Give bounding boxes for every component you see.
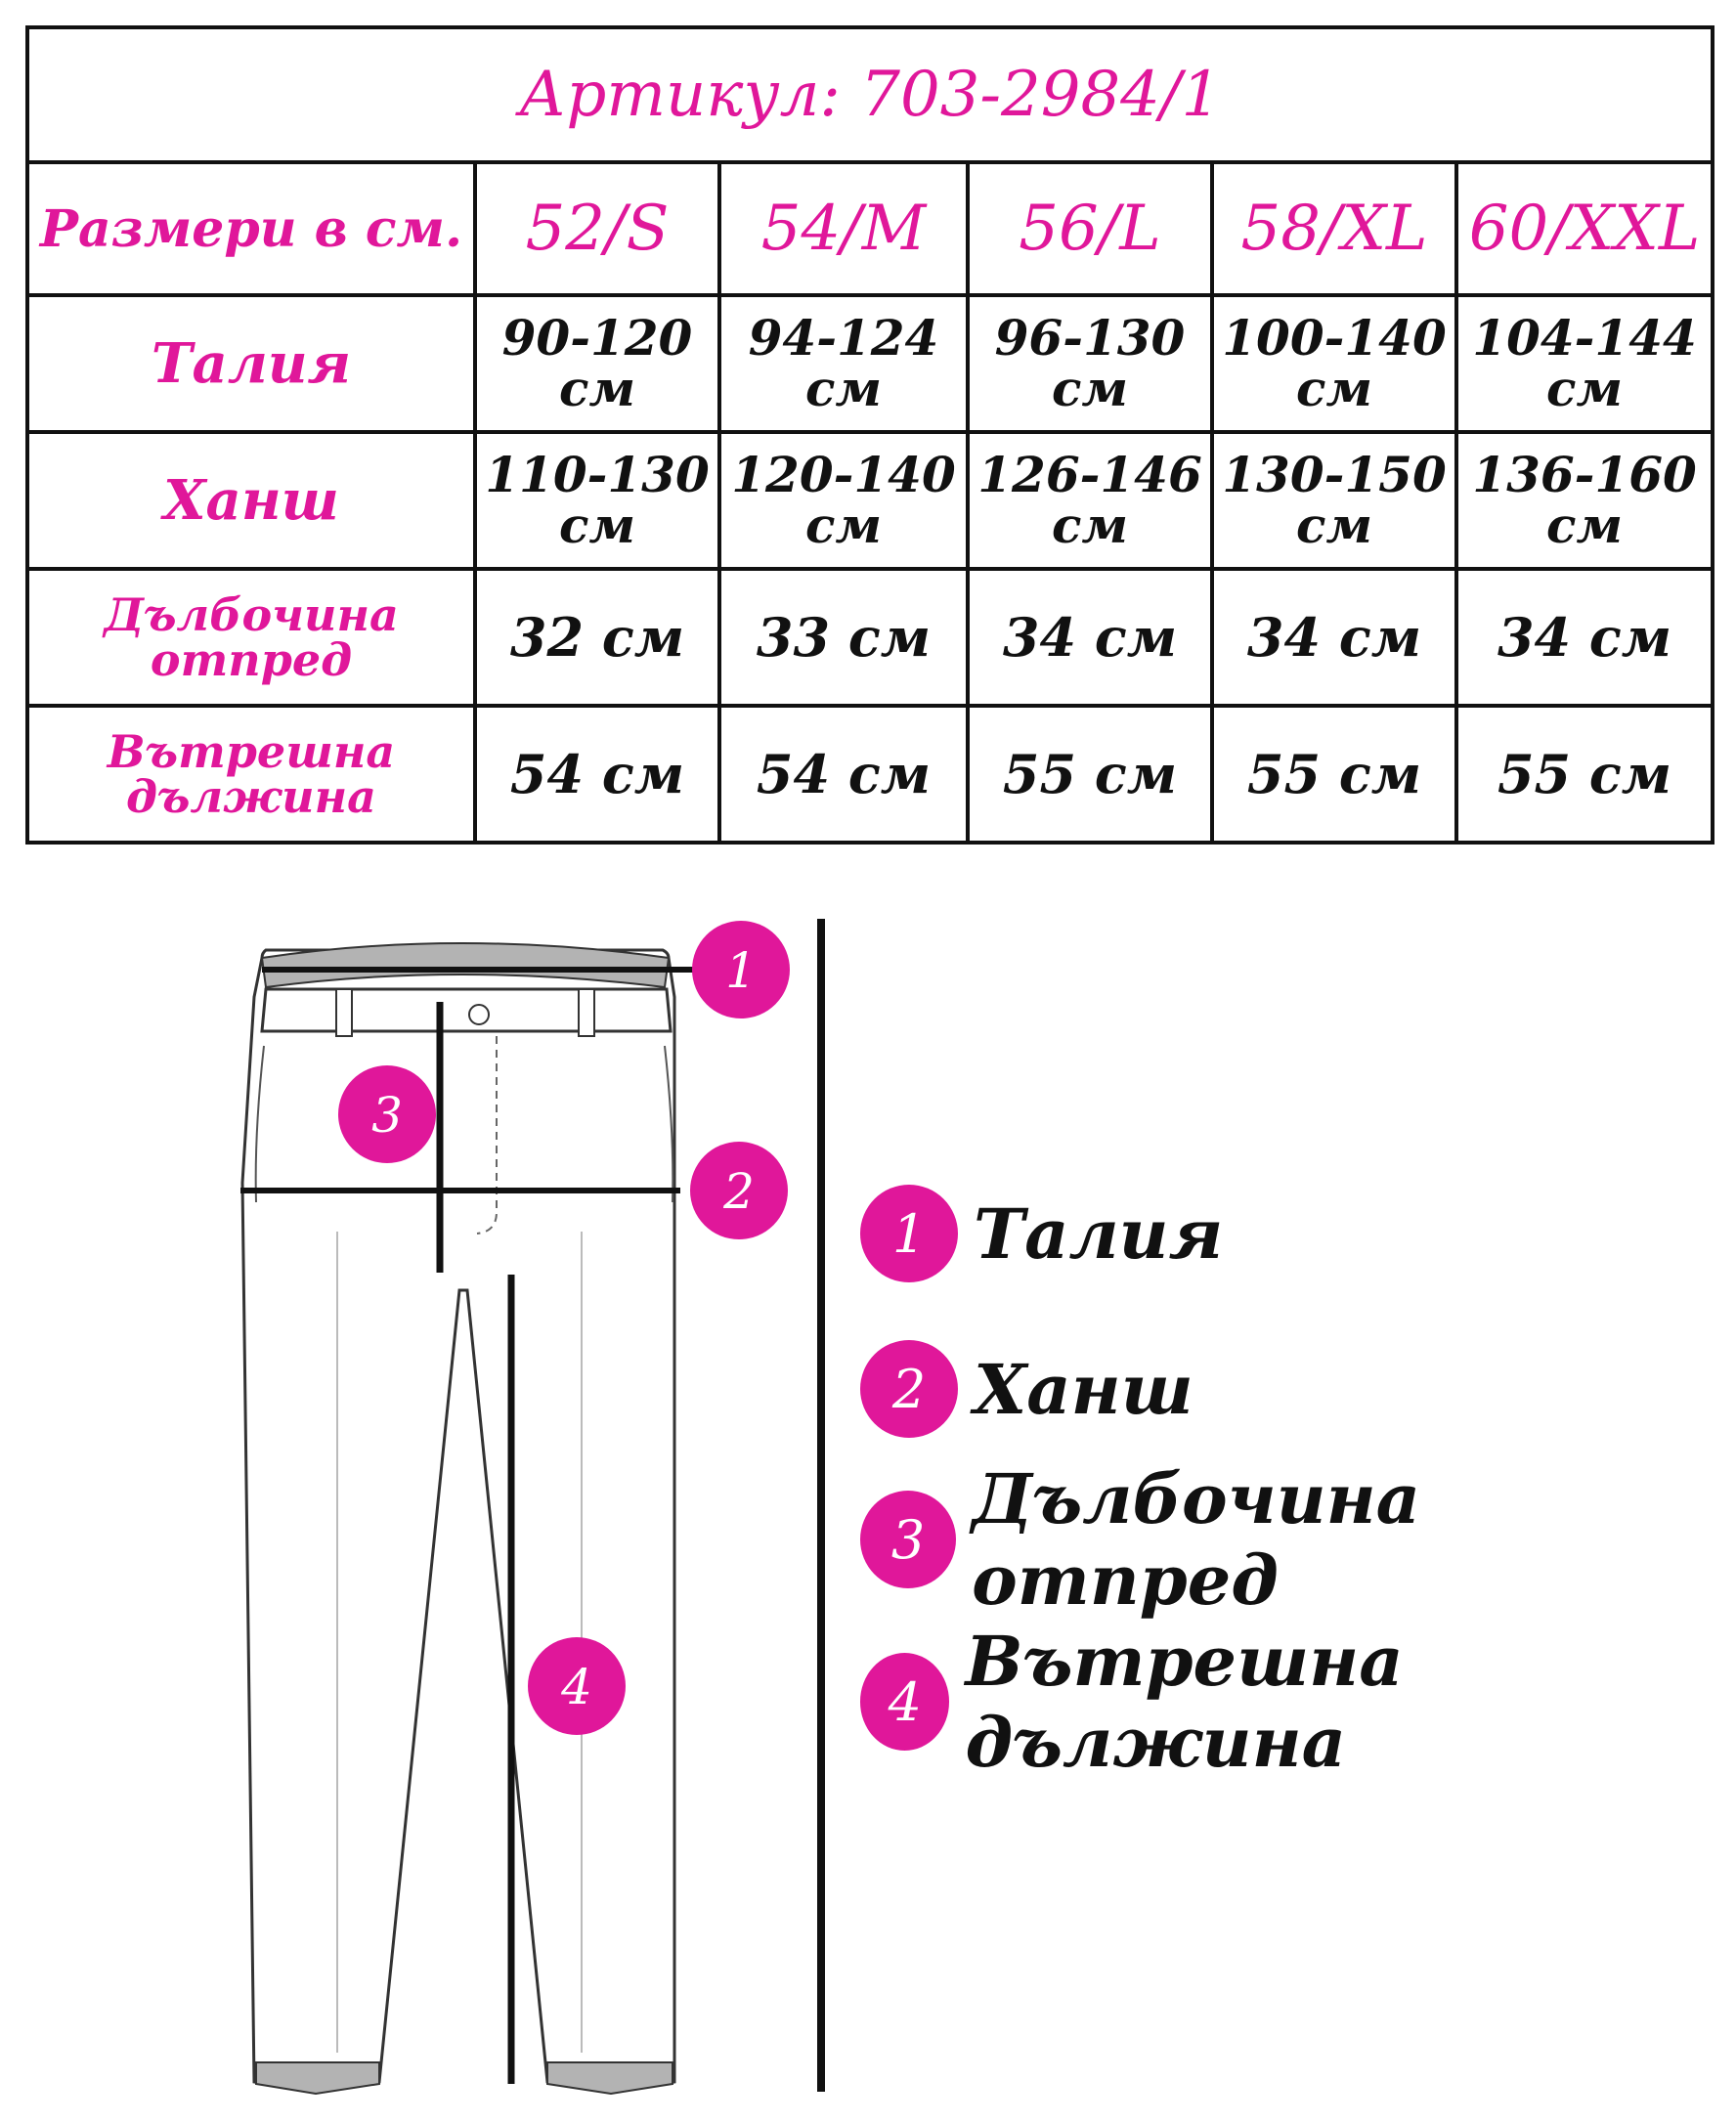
- table-cell: 33 см: [719, 569, 968, 706]
- table-cell: 130-150 см: [1212, 432, 1456, 569]
- table-cell: 34 см: [1212, 569, 1456, 706]
- table-cell: 110-130 см: [475, 432, 719, 569]
- legend-number-badge: 4: [860, 1653, 949, 1751]
- legend-item: [860, 1458, 1736, 1621]
- header-label: Размери в см.: [27, 162, 475, 295]
- size-label: 52/S: [475, 162, 719, 295]
- size-table: [25, 25, 1714, 845]
- table-cell: 104-144 см: [1456, 295, 1713, 432]
- table-cell: 94-124 см: [719, 295, 968, 432]
- table-cell: 34 см: [1456, 569, 1713, 706]
- table-row-front-rise: [27, 569, 1713, 706]
- legend-item: [860, 1335, 1194, 1443]
- legend-number-badge: 1: [860, 1185, 958, 1282]
- marker-4-label: 4: [561, 1659, 592, 1715]
- table-cell: 54 см: [475, 706, 719, 843]
- legend-item: [860, 1621, 1736, 1783]
- size-label: 56/L: [968, 162, 1212, 295]
- legend-label: Дълбочина отпред: [972, 1458, 1421, 1621]
- table-cell: 32 см: [475, 569, 719, 706]
- table-row-inseam: [27, 706, 1713, 843]
- table-cell: 55 см: [968, 706, 1212, 843]
- legend-label: Ханш: [974, 1348, 1194, 1430]
- legend-number-badge: 3: [860, 1491, 956, 1588]
- table-cell: 136-160 см: [1456, 432, 1713, 569]
- legend-number-badge: 2: [860, 1340, 958, 1438]
- size-label: 58/XL: [1212, 162, 1456, 295]
- hem-right-shade: [547, 2062, 673, 2094]
- table-row-waist: [27, 295, 1713, 432]
- table-cell: 90-120 см: [475, 295, 719, 432]
- table-cell: 54 см: [719, 706, 968, 843]
- row-label-front-rise: Дълбочина отпред: [27, 569, 475, 706]
- table-row-hips: [27, 432, 1713, 569]
- table-cell: 126-146 см: [968, 432, 1212, 569]
- legend-label: Талия: [974, 1192, 1224, 1275]
- article-title: Артикул: 703-2984/1: [27, 27, 1713, 162]
- size-header-row: [27, 162, 1713, 295]
- belt-loop: [579, 989, 594, 1036]
- row-label-hips: Ханш: [27, 432, 475, 569]
- pants-outline: [242, 950, 674, 2092]
- row-label-inseam: Вътрешна дължина: [27, 706, 475, 843]
- table-cell: 34 см: [968, 569, 1212, 706]
- marker-3-label: 3: [371, 1087, 403, 1144]
- table-cell: 55 см: [1212, 706, 1456, 843]
- row-label-waist: Талия: [27, 295, 475, 432]
- table-cell: 96-130 см: [968, 295, 1212, 432]
- size-label: 60/XXL: [1456, 162, 1713, 295]
- legend-label: Вътрешна дължина: [965, 1621, 1404, 1783]
- belt-loop: [336, 989, 352, 1036]
- size-label: 54/M: [719, 162, 968, 295]
- table-cell: 100-140 см: [1212, 295, 1456, 432]
- button-icon: [469, 1005, 489, 1024]
- table-cell: 55 см: [1456, 706, 1713, 843]
- marker-1-label: 1: [725, 942, 757, 999]
- hem-left-shade: [256, 2062, 379, 2094]
- legend-item: [860, 1180, 1223, 1287]
- marker-2-label: 2: [723, 1163, 755, 1220]
- table-cell: 120-140 см: [719, 432, 968, 569]
